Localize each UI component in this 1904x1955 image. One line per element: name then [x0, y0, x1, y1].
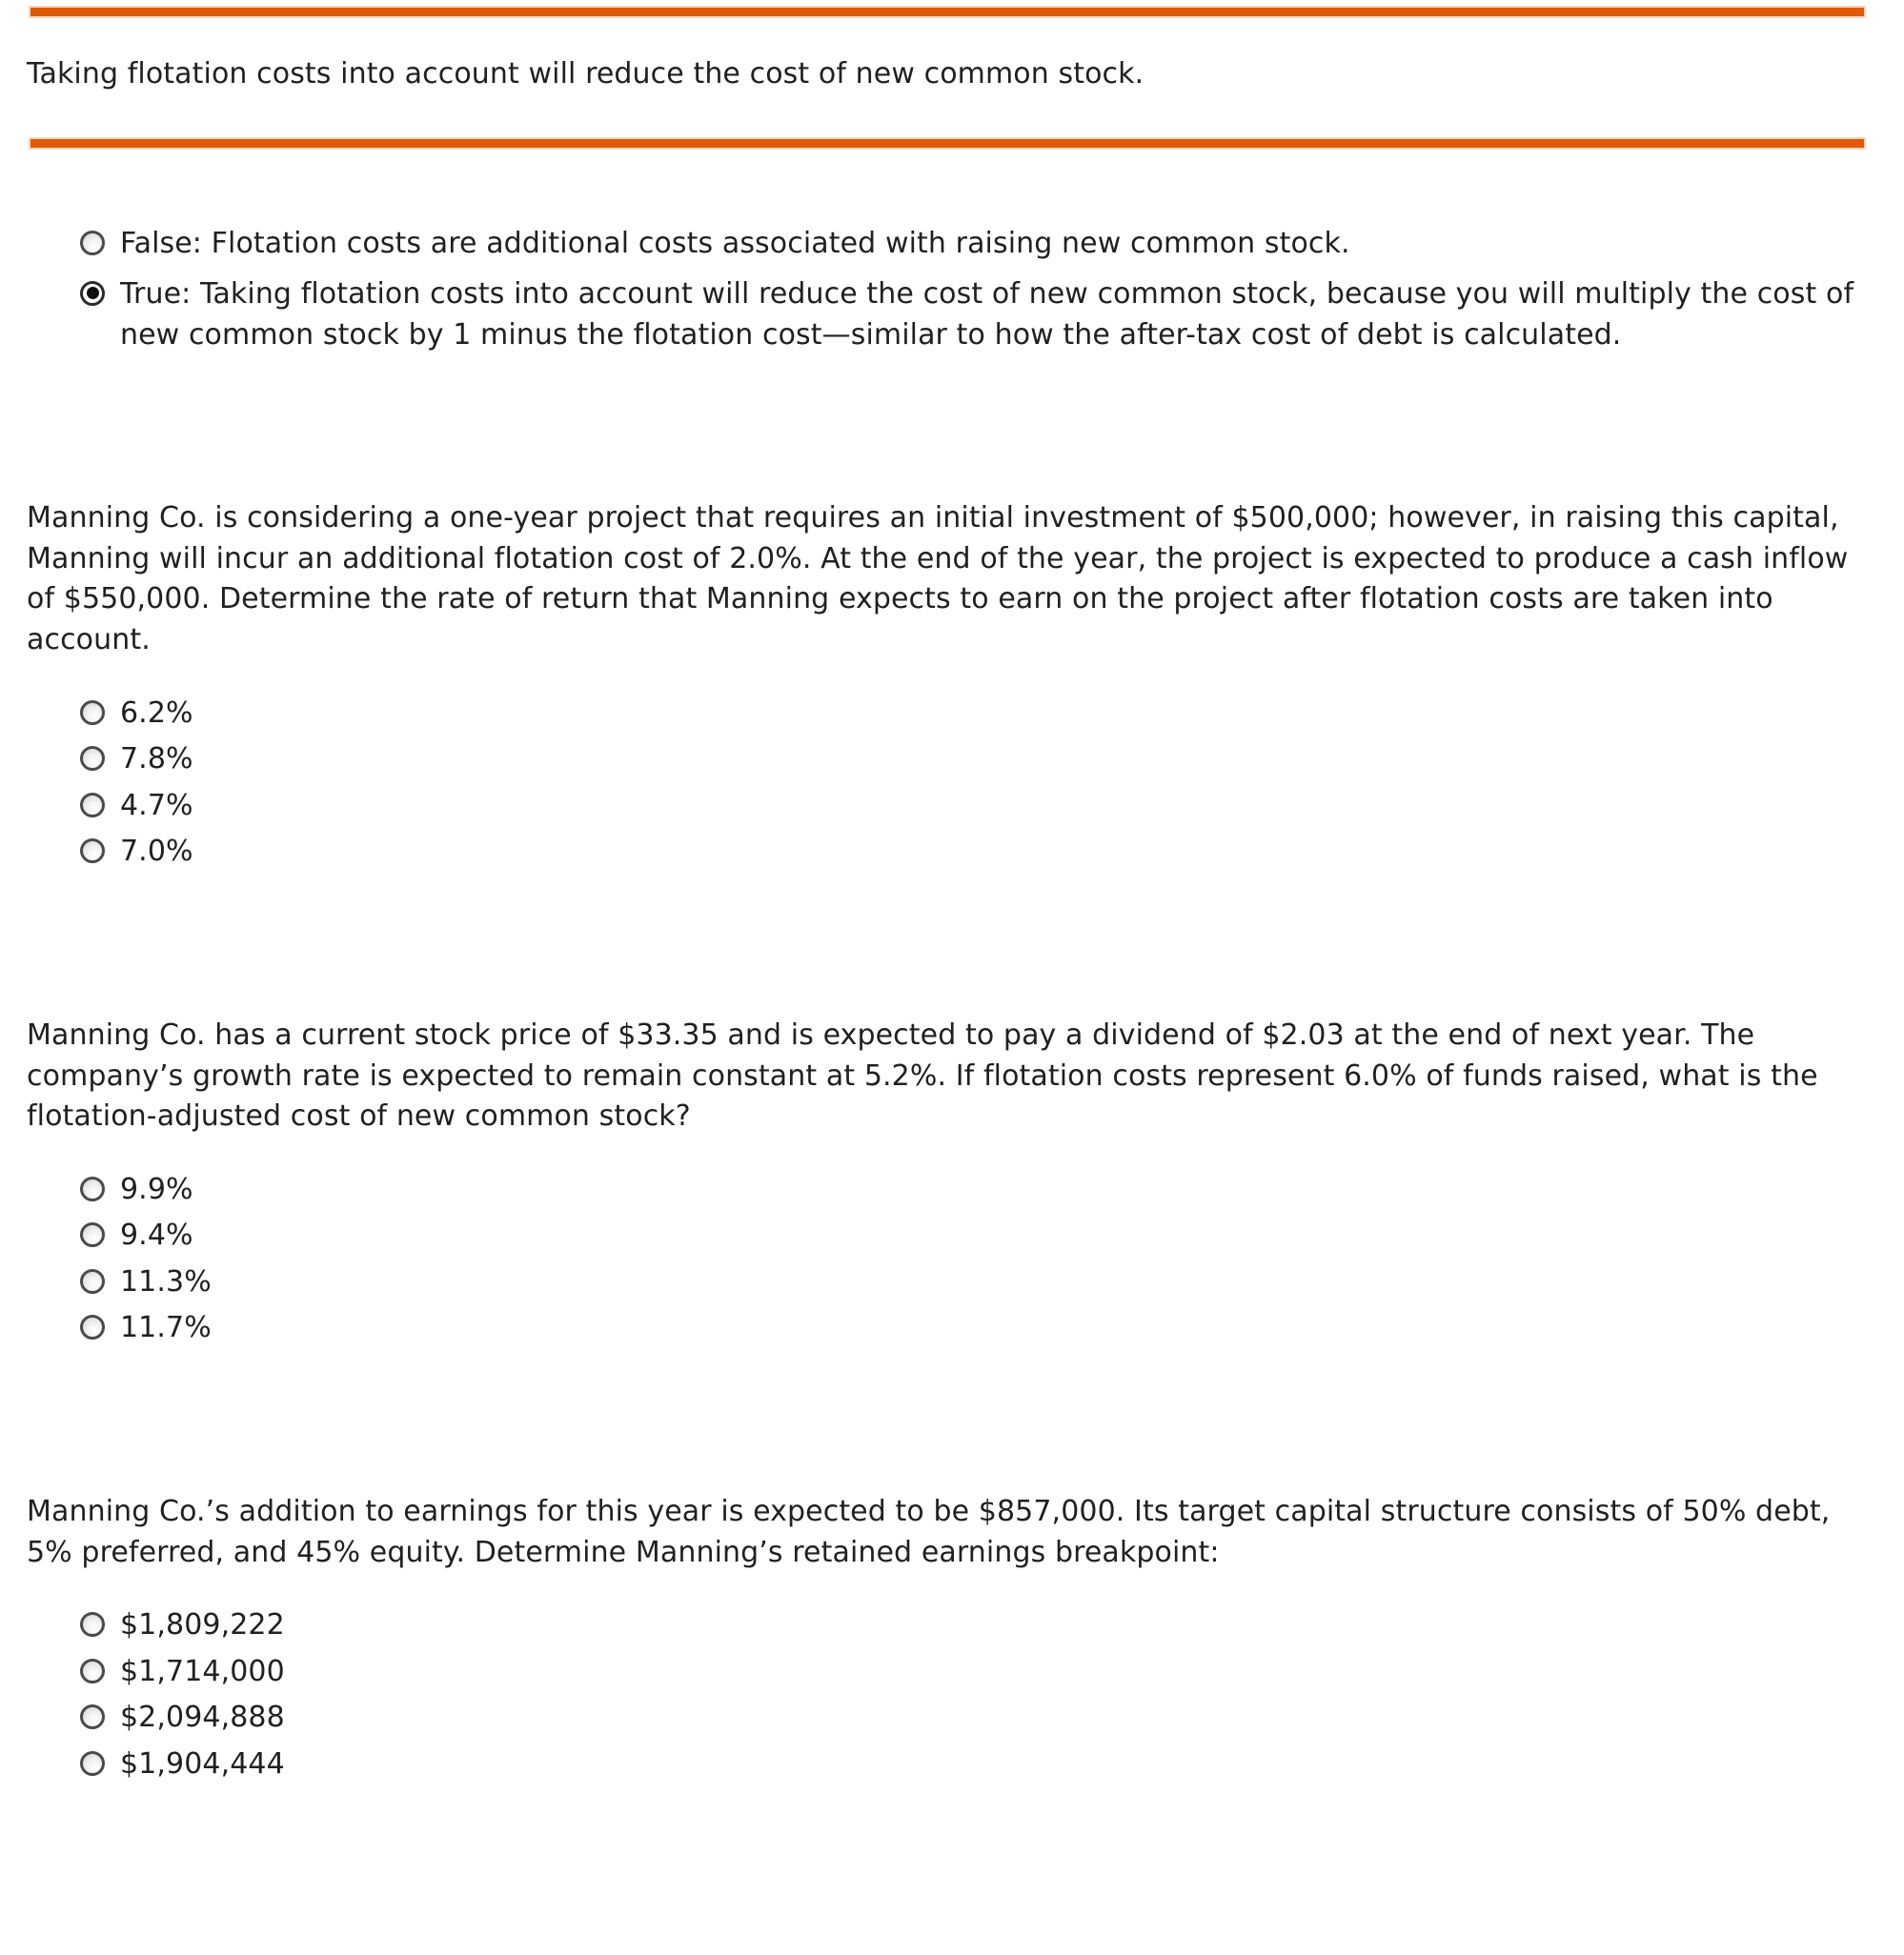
list-item[interactable]	[80, 694, 1866, 735]
question-block-4	[0, 1492, 1904, 1785]
option-label: 11.3%	[120, 1264, 212, 1299]
question-text: Manning Co. is considering a one-year project that requires an initial investment of $500,000; however, in raising this capital, Manning will incur an additional flotation cost of 2.0%. At the end of the year, the project is expected to produce a cash inflow of $550,000. Determine the rate of return that Manning expects to earn on the project after flotation costs are taken into account.	[27, 501, 1849, 656]
radio-button-icon[interactable]	[80, 1704, 105, 1729]
option-label: $1,714,000	[120, 1654, 285, 1688]
list-item[interactable]	[80, 1652, 1866, 1693]
radio-button-icon[interactable]	[80, 793, 105, 817]
spacer	[0, 355, 1904, 498]
spacer	[27, 1138, 1866, 1170]
option-label: False: Flotation costs are additional costs associated with raising new common stock.	[120, 227, 1350, 261]
page-prompt: Taking flotation costs into account will reduce the cost of new common stock.	[27, 57, 1144, 91]
option-label: 9.4%	[120, 1219, 193, 1253]
list-item[interactable]	[80, 1744, 1866, 1785]
list-item[interactable]	[80, 1262, 1866, 1303]
accent-rule-bottom	[29, 137, 1866, 150]
option-label: $1,904,444	[120, 1747, 285, 1782]
radio-button-icon[interactable]	[80, 746, 105, 771]
question-page	[0, 6, 1904, 1955]
radio-button-icon[interactable]	[80, 838, 105, 863]
question-text: Manning Co. has a current stock price of $33.35 and is expected to pay a dividend of $2.03 at the end of next year. The company’s growth rate is expected to remain constant at 5.2%. If flotation costs represent 6.0% of funds raised, what is the flotation-adjusted cost of new common stock?	[27, 1018, 1818, 1134]
radio-button-icon[interactable]	[80, 1315, 105, 1340]
option-label: 9.9%	[120, 1172, 193, 1206]
option-list-1	[27, 224, 1866, 355]
radio-button-icon[interactable]	[80, 1269, 105, 1294]
list-item[interactable]	[80, 1216, 1866, 1257]
list-item[interactable]	[80, 224, 1866, 265]
list-item[interactable]	[80, 832, 1866, 873]
radio-button-icon[interactable]	[80, 1659, 105, 1683]
list-item[interactable]	[80, 1308, 1866, 1349]
option-list-2	[27, 694, 1866, 873]
radio-button-icon[interactable]	[80, 1612, 105, 1637]
option-list-4	[27, 1605, 1866, 1784]
spacer	[0, 1349, 1904, 1492]
list-item[interactable]	[80, 1698, 1866, 1739]
option-label: 6.2%	[120, 695, 193, 730]
option-label: 11.7%	[120, 1311, 212, 1345]
radio-button-icon[interactable]	[80, 700, 105, 725]
option-label: True: Taking flotation costs into account will reduce the cost of new common stock, because you will multiply the cost of new common stock by 1 minus the flotation cost—similar to how the after-tax cost of debt is calculated.	[120, 276, 1854, 352]
question-block-3	[0, 1016, 1904, 1349]
question-block-2	[0, 498, 1904, 873]
option-label: 4.7%	[120, 788, 193, 822]
option-list-3	[27, 1170, 1866, 1349]
radio-button-icon[interactable]	[80, 1222, 105, 1247]
radio-button-icon[interactable]	[80, 1177, 105, 1201]
spacer	[0, 150, 1904, 224]
radio-button-icon[interactable]	[80, 1751, 105, 1776]
list-item[interactable]	[80, 274, 1866, 355]
option-label: $1,809,222	[120, 1608, 285, 1643]
accent-rule-top	[29, 6, 1866, 18]
radio-button-selected-icon[interactable]	[80, 281, 105, 306]
question-block-1	[0, 224, 1904, 355]
list-item[interactable]	[80, 739, 1866, 780]
spacer	[27, 1573, 1866, 1605]
spacer	[0, 873, 1904, 1016]
spacer	[27, 661, 1866, 694]
option-label: $2,094,888	[120, 1701, 285, 1735]
list-item[interactable]	[80, 786, 1866, 827]
list-item[interactable]	[80, 1170, 1866, 1211]
question-text: Manning Co.’s addition to earnings for this year is expected to be $857,000. Its target capital structure consists of 50% debt, 5% preferred, and 45% equity. Determine Manning’s retained earnings breakpoint:	[27, 1495, 1831, 1569]
radio-button-icon[interactable]	[80, 231, 105, 255]
list-item[interactable]	[80, 1605, 1866, 1646]
option-label: 7.8%	[120, 742, 193, 776]
option-label: 7.0%	[120, 835, 193, 869]
